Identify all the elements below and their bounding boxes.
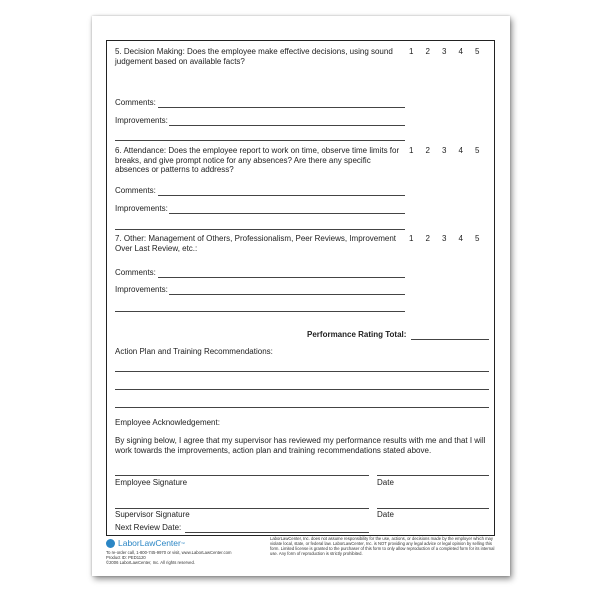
rating-total-line[interactable] bbox=[411, 339, 489, 340]
supervisor-signature-label: Supervisor Signature bbox=[115, 510, 190, 519]
product-id: Product ID: PED1120 bbox=[106, 555, 146, 560]
supervisor-date-line[interactable] bbox=[377, 508, 489, 509]
improvements-label: Improvements: bbox=[115, 116, 168, 125]
improvements-label: Improvements: bbox=[115, 285, 168, 294]
rating-3[interactable]: 3 bbox=[442, 146, 447, 155]
question-5-ratings bbox=[409, 47, 492, 56]
trademark: ™ bbox=[180, 540, 185, 546]
rating-1[interactable]: 1 bbox=[409, 146, 414, 155]
brand-logo bbox=[106, 538, 185, 548]
rating-2[interactable]: 2 bbox=[425, 146, 430, 155]
action-plan-label: Action Plan and Training Recommendations: bbox=[115, 347, 273, 356]
next-review-line[interactable] bbox=[185, 532, 369, 533]
form-frame bbox=[106, 40, 495, 536]
disclaimer: LaborLawCenter, Inc. does not assume responsibility for the use, actions, or decisions made by the employer which may violate local, state, or federal law. LaborLawCenter, Inc. is NOT providing any legal advice or legal opinion by selling this form. Limited license is granted to the purchaser of this form to only allow reproduction of a completed form for its internal use. Any form of reproduction is strictly prohibited. bbox=[270, 536, 495, 556]
comments-label: Comments: bbox=[115, 98, 156, 107]
action-plan-line-3[interactable] bbox=[115, 407, 489, 408]
rating-1[interactable]: 1 bbox=[409, 47, 414, 56]
comments-label: Comments: bbox=[115, 268, 156, 277]
rating-3[interactable]: 3 bbox=[442, 234, 447, 243]
employee-date-label: Date bbox=[377, 478, 394, 487]
improvements-line[interactable] bbox=[169, 294, 405, 295]
copyright: ©2006 LaborLawCenter, Inc. All rights reserved. bbox=[106, 560, 195, 565]
action-plan-line-1[interactable] bbox=[115, 371, 489, 372]
improvements-line[interactable] bbox=[169, 213, 405, 214]
supervisor-signature-line[interactable] bbox=[115, 508, 369, 509]
rating-total-label: Performance Rating Total: bbox=[307, 330, 407, 339]
extra-line[interactable] bbox=[115, 311, 405, 312]
question-7-text: 7. Other: Management of Others, Professionalism, Peer Reviews, Improvement Over Last Review, etc.: bbox=[115, 234, 397, 253]
extra-line[interactable] bbox=[115, 140, 405, 141]
rating-5[interactable]: 5 bbox=[475, 47, 480, 56]
comments-line[interactable] bbox=[158, 107, 405, 108]
acknowledgement-label: Employee Acknowledgement: bbox=[115, 418, 220, 427]
extra-line[interactable] bbox=[115, 229, 405, 230]
form-page bbox=[92, 16, 510, 576]
rating-4[interactable]: 4 bbox=[458, 234, 463, 243]
reorder-text: To re-order call, 1-800-745-9970 or visit, www.LaborLawCenter.com bbox=[106, 550, 232, 555]
comments-label: Comments: bbox=[115, 186, 156, 195]
rating-5[interactable]: 5 bbox=[475, 234, 480, 243]
question-7-ratings bbox=[409, 234, 492, 243]
rating-5[interactable]: 5 bbox=[475, 146, 480, 155]
improvements-label: Improvements: bbox=[115, 204, 168, 213]
rating-2[interactable]: 2 bbox=[425, 47, 430, 56]
footer-left bbox=[106, 550, 266, 565]
rating-1[interactable]: 1 bbox=[409, 234, 414, 243]
supervisor-date-label: Date bbox=[377, 510, 394, 519]
rating-2[interactable]: 2 bbox=[425, 234, 430, 243]
rating-3[interactable]: 3 bbox=[442, 47, 447, 56]
improvements-line[interactable] bbox=[169, 125, 405, 126]
question-5-text: 5. Decision Making: Does the employee make effective decisions, using sound judgement based on available facts? bbox=[115, 47, 393, 66]
action-plan-line-2[interactable] bbox=[115, 389, 489, 390]
employee-signature-label: Employee Signature bbox=[115, 478, 188, 487]
rating-4[interactable]: 4 bbox=[458, 146, 463, 155]
acknowledgement-text: By signing below, I agree that my supervisor has reviewed my performance results with me and that I will work towards the improvements, action plan and training recommendations stated above. bbox=[115, 436, 486, 455]
logo-circle-icon bbox=[106, 539, 115, 548]
question-6-ratings bbox=[409, 146, 492, 155]
next-review-label: Next Review Date: bbox=[115, 523, 182, 532]
brand-name: LaborLawCenter bbox=[118, 538, 181, 548]
employee-signature-line[interactable] bbox=[115, 475, 369, 476]
comments-line[interactable] bbox=[158, 277, 405, 278]
question-6-text: 6. Attendance: Does the employee report to work on time, observe time limits for breaks, and give prompt notice for any absences? Are there any specific absences or patterns to address? bbox=[115, 146, 400, 174]
comments-line[interactable] bbox=[158, 195, 405, 196]
employee-date-line[interactable] bbox=[377, 475, 489, 476]
rating-4[interactable]: 4 bbox=[458, 47, 463, 56]
